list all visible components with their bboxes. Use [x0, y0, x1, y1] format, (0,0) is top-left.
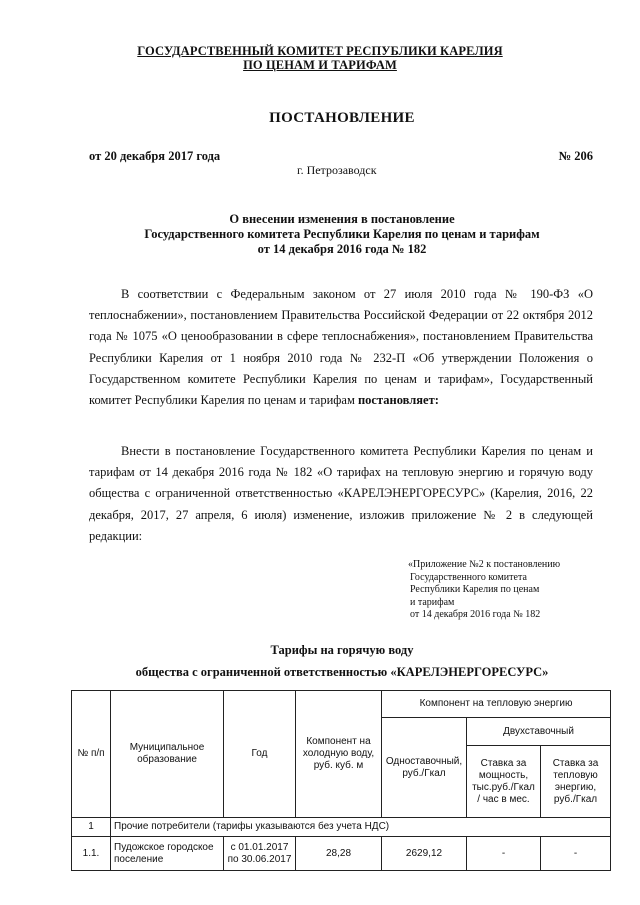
tariffs-table: [71, 690, 611, 871]
header-thermal: Компонент на тепловую энергию: [382, 691, 611, 718]
committee-header-line2: ПО ЦЕНАМ И ТАРИФАМ: [243, 58, 397, 72]
row-year: с 01.01.2017 по 30.06.2017: [224, 837, 296, 871]
appendix-line: Государственного комитета: [410, 571, 527, 583]
row-capacity-rate: -: [467, 837, 541, 871]
appendix-line: от 14 декабря 2016 года № 182: [410, 609, 541, 620]
header-two-rate: Двухставочный: [467, 718, 611, 746]
appendix-line: «Приложение №2 к постановлению: [408, 559, 561, 570]
document-city: г. Петрозаводск: [297, 163, 377, 177]
header-energy-rate: Ставка за тепловую энергию, руб./Гкал: [541, 746, 611, 818]
row-one-rate: 2629,12: [382, 837, 467, 871]
header-one-rate: Одноставочный, руб./Гкал: [382, 718, 467, 818]
appendix-line: и тарифам: [410, 596, 455, 608]
paragraph-basis-text: В соответствии с Федеральным законом от 27 июля 2010 года № 190-ФЗ «О теплоснабжении», постановлением Правительства Российской Федерации от 22 октября 2012 года № 1075 «О ценообразовании в сфере теплоснабжения», постановлением Правительства Республики Карелия от 1 ноября 2010 года № 232-П «Об утверждении Положения о Государственном комитете Республики Карелия по ценам и тарифам», Государственный комитет Республики Карелия по ценам и тарифам: [89, 287, 593, 408]
header-num: № п/п: [72, 691, 111, 818]
table-title-line1: Тарифы на горячую воду: [270, 643, 414, 657]
paragraph-basis: [89, 284, 593, 411]
header-municipality: Муниципальное образование: [111, 691, 224, 818]
header-cold-water: Компонент на холодную воду, руб. куб. м: [296, 691, 382, 818]
row-cold-water: 28,28: [296, 837, 382, 871]
subject-line2: Государственного комитета Республики Карелия по ценам и тарифам: [144, 227, 540, 241]
committee-header-line1: ГОСУДАРСТВЕННЫЙ КОМИТЕТ РЕСПУБЛИКИ КАРЕЛИЯ: [137, 44, 503, 58]
appendix-line: Республики Карелия по ценам: [410, 584, 540, 595]
appendix-note: [408, 559, 560, 622]
subject-line1: О внесении изменения в постановление: [229, 212, 455, 226]
document-date: от 20 декабря 2017 года: [89, 149, 221, 163]
table-row: [72, 837, 611, 871]
section-num: 1: [72, 818, 111, 837]
row-num: 1.1.: [72, 837, 111, 871]
table-title-line2: общества с ограниченной ответственностью «КАРЕЛЭНЕРГОРЕСУРС»: [135, 665, 549, 679]
row-energy-rate: -: [541, 837, 611, 871]
header-capacity-rate: Ставка за мощность, тыс.руб./Гкал / час в мес.: [467, 746, 541, 818]
section-label: Прочие потребители (тарифы указываются без учета НДС): [111, 818, 611, 837]
document-number: № 206: [558, 149, 593, 163]
subject-line3: от 14 декабря 2016 года № 182: [257, 242, 427, 256]
row-municipality: Пудожское городское поселение: [111, 837, 224, 871]
document-title: ПОСТАНОВЛЕНИЕ: [269, 110, 415, 126]
paragraph-amendment: Внести в постановление Государственного комитета Республики Карелия по ценам и тарифам от 14 декабря 2016 года № 182 «О тарифах на тепловую энергию и горячую воду общества с ограниченной ответственностью «КАРЕЛЭНЕРГОРЕСУРС» (Карелия, 2016, 22 декабря, 2017, 27 апреля, 6 июля) изменение, изложив приложение № 2 в следующей редакции:: [89, 444, 593, 543]
resolves-keyword: постановляет:: [357, 393, 439, 408]
header-year: Год: [224, 691, 296, 818]
